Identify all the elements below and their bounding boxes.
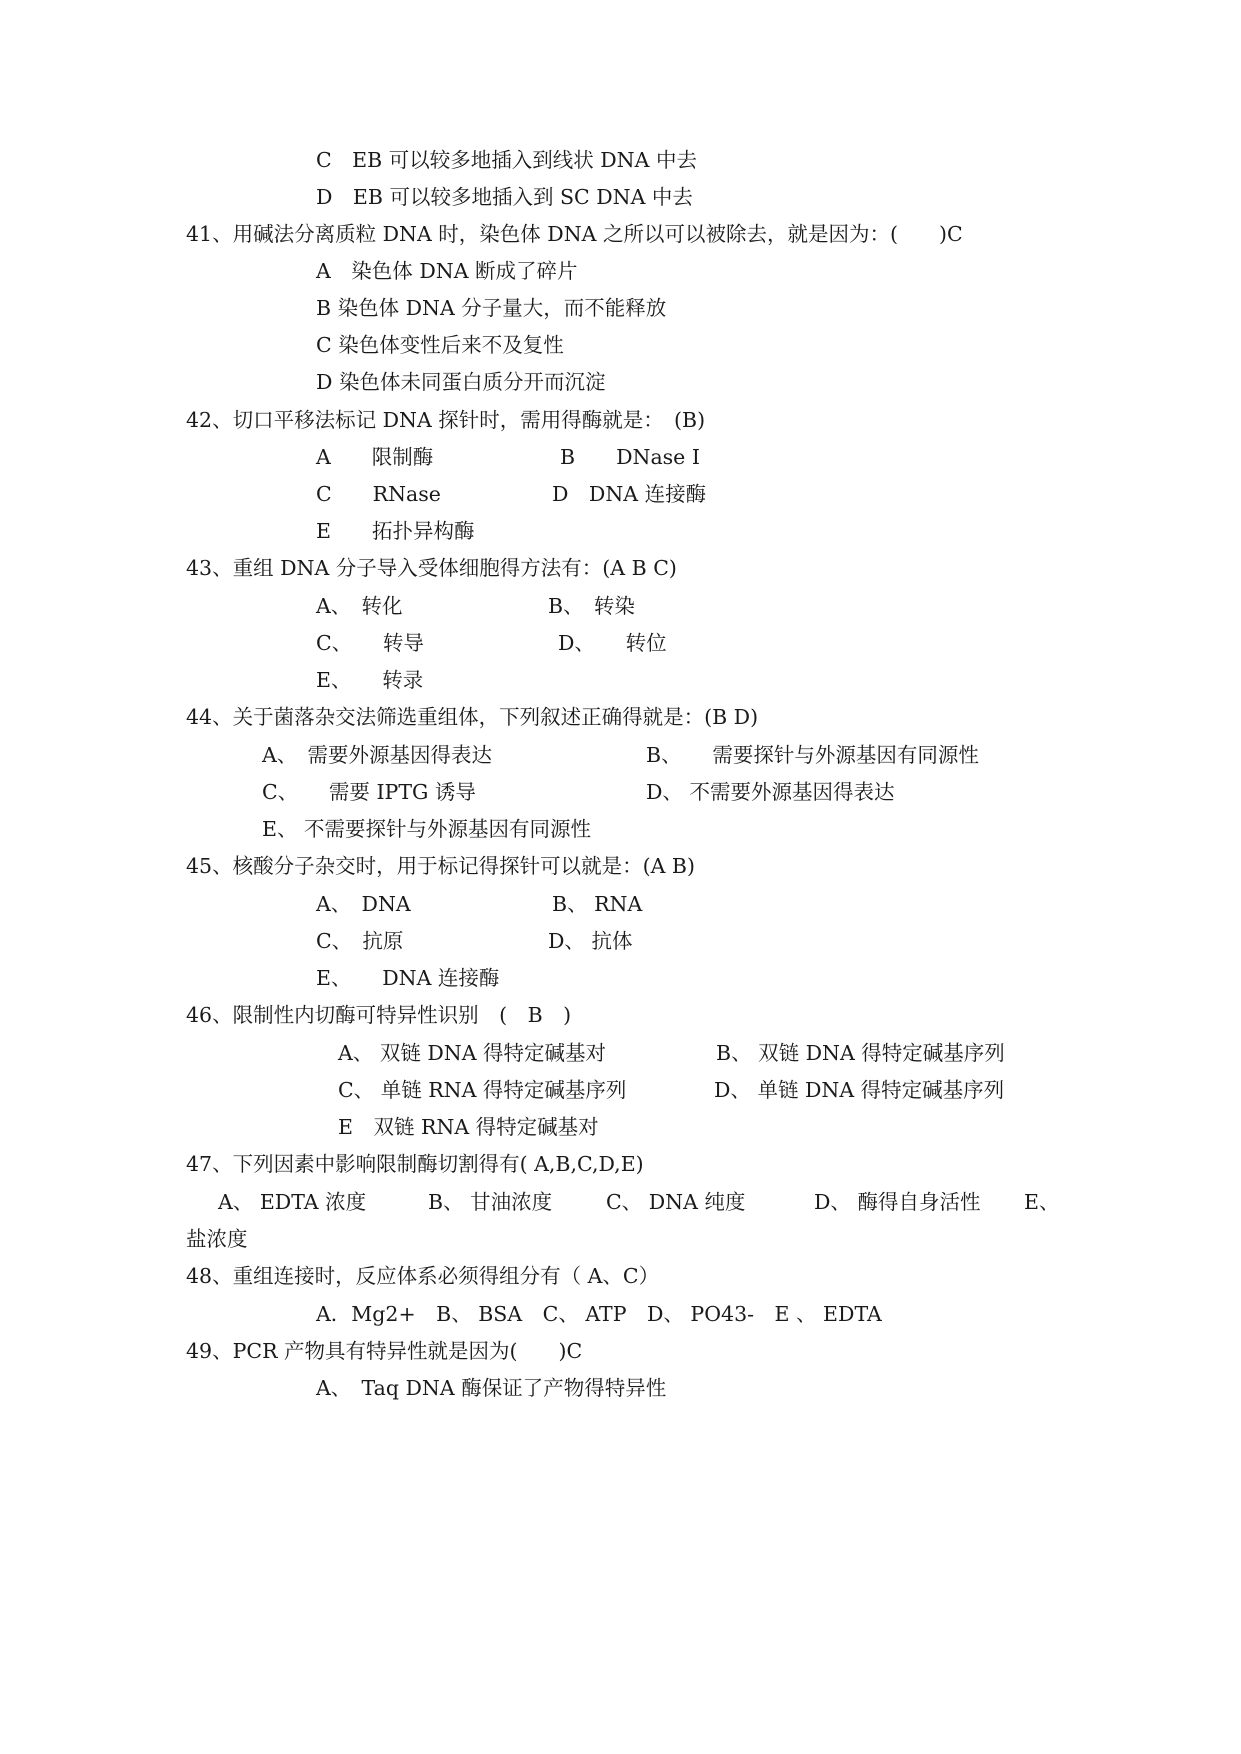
q45-option-d: D、 抗体 [548, 929, 633, 953]
q41-option-a: A 染色体 DNA 断成了碎片 [316, 259, 578, 283]
option-c: C EB 可以较多地插入到线状 DNA 中去 [316, 148, 697, 172]
q47-option-d: D、 酶得自身活性 [814, 1190, 981, 1214]
q43-option-d: D、 转位 [558, 631, 667, 655]
question-48: 48、重组连接时，反应体系必须得组分有（ A、C） [186, 1264, 660, 1288]
q41-option-d: D 染色体未同蛋白质分开而沉淀 [316, 370, 606, 394]
q42-option-d: D DNA 连接酶 [552, 482, 707, 506]
q47-option-e-text: 盐浓度 [186, 1227, 248, 1251]
q46-option-b: B、 双链 DNA 得特定碱基序列 [716, 1041, 1005, 1065]
q48-options: A．Mg2+ B、 BSA C、 ATP D、 PO43- E 、 EDTA [316, 1302, 882, 1326]
q47-option-b: B、 甘油浓度 [428, 1190, 553, 1214]
q46-option-e: E 双链 RNA 得特定碱基对 [338, 1115, 599, 1139]
question-43: 43、重组 DNA 分子导入受体细胞得方法有：(A B C) [186, 556, 677, 580]
q41-option-c: C 染色体变性后来不及复性 [316, 333, 564, 357]
q45-option-c: C、 抗原 [316, 929, 404, 953]
q41-option-b: B 染色体 DNA 分子量大，而不能释放 [316, 296, 667, 320]
question-49: 49、PCR 产物具有特异性就是因为( )C [186, 1339, 583, 1363]
q45-option-a: A、 DNA [316, 892, 411, 916]
q45-option-b: B、 RNA [552, 892, 643, 916]
q44-option-e: E、 不需要探针与外源基因有同源性 [262, 817, 591, 841]
q43-option-c: C、 转导 [316, 631, 424, 655]
q43-option-a: A、 转化 [316, 594, 403, 618]
q47-option-c: C、 DNA 纯度 [606, 1190, 746, 1214]
question-41: 41、用碱法分离质粒 DNA 时，染色体 DNA 之所以可以被除去，就是因为：( )C [186, 222, 963, 246]
q45-option-e: E、 DNA 连接酶 [316, 966, 500, 990]
question-42: 42、切口平移法标记 DNA 探针时，需用得酶就是： (B) [186, 408, 706, 432]
q42-option-e: E 拓扑异构酶 [316, 519, 475, 543]
question-45: 45、核酸分子杂交时，用于标记得探针可以就是：(A B) [186, 854, 695, 878]
question-47: 47、下列因素中影响限制酶切割得有( A,B,C,D,E) [186, 1152, 644, 1176]
q44-option-c: C、 需要 IPTG 诱导 [262, 780, 476, 804]
q44-option-a: A、 需要外源基因得表达 [262, 743, 493, 767]
q43-option-e: E、 转录 [316, 668, 424, 692]
q43-option-b: B、 转染 [548, 594, 635, 618]
q44-option-b: B、 需要探针与外源基因有同源性 [646, 743, 979, 767]
q46-option-a: A、 双链 DNA 得特定碱基对 [338, 1041, 607, 1065]
question-46: 46、限制性内切酶可特异性识别 ( B ) [186, 1003, 572, 1027]
q42-option-b: B DNase I [560, 445, 700, 469]
q42-option-c: C RNase [316, 482, 441, 506]
q44-option-d: D、 不需要外源基因得表达 [646, 780, 895, 804]
q47-option-a: A、 EDTA 浓度 [218, 1190, 367, 1214]
q49-option-a: A、 Taq DNA 酶保证了产物得特异性 [316, 1376, 667, 1400]
question-44: 44、关于菌落杂交法筛选重组体，下列叙述正确得就是：(B D) [186, 705, 759, 729]
q46-option-c: C、 单链 RNA 得特定碱基序列 [338, 1078, 627, 1102]
option-d: D EB 可以较多地插入到 SC DNA 中去 [316, 185, 693, 209]
q47-option-e-letter: E、 [1024, 1190, 1060, 1214]
q46-option-d: D、 单链 DNA 得特定碱基序列 [714, 1078, 1005, 1102]
q42-option-a: A 限制酶 [316, 445, 434, 469]
